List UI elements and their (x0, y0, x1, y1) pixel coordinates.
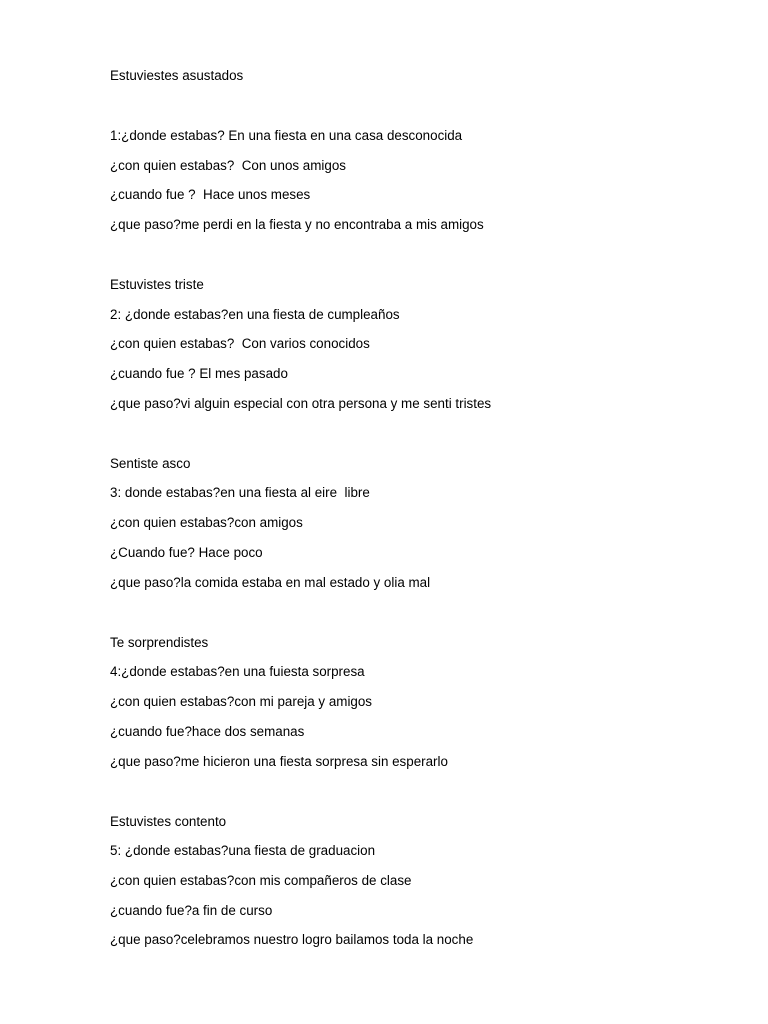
answer-line-2-when: ¿cuando fue ? El mes pasado (110, 366, 288, 381)
section-heading-5: Estuvistes contento (110, 814, 227, 829)
answer-line-2-where: 2: ¿donde estabas?en una fiesta de cumpleaños (110, 307, 400, 322)
answer-line-1-where: 1:¿donde estabas? En una fiesta en una casa desconocida (110, 128, 463, 143)
answer-line-3-what: ¿que paso?la comida estaba en mal estado y olia mal (110, 575, 431, 590)
answer-line-4-where: 4:¿donde estabas?en una fuiesta sorpresa (110, 664, 365, 679)
answer-line-1-who: ¿con quien estabas? Con unos amigos (110, 158, 346, 173)
answer-line-5-where: 5: ¿donde estabas?una fiesta de graduacion (110, 843, 376, 858)
answer-line-4-when: ¿cuando fue?hace dos semanas (110, 724, 305, 739)
answer-line-3-who: ¿con quien estabas?con amigos (110, 515, 303, 530)
answer-line-1-when: ¿cuando fue ? Hace unos meses (110, 187, 311, 202)
answer-line-4-what: ¿que paso?me hicieron una fiesta sorpresa sin esperarlo (110, 754, 448, 769)
answer-line-5-what: ¿que paso?celebramos nuestro logro bailamos toda la noche (110, 932, 474, 947)
section-heading-3: Sentiste asco (110, 456, 191, 471)
answer-line-4-who: ¿con quien estabas?con mi pareja y amigos (110, 694, 373, 709)
answer-line-5-when: ¿cuando fue?a fin de curso (110, 903, 273, 918)
answer-line-2-what: ¿que paso?vi alguin especial con otra persona y me senti tristes (110, 396, 492, 411)
section-heading-1: Estuviestes asustados (110, 68, 244, 83)
answer-line-2-who: ¿con quien estabas? Con varios conocidos (110, 336, 370, 351)
answer-line-3-when: ¿Cuando fue? Hace poco (110, 545, 263, 560)
answer-line-5-who: ¿con quien estabas?con mis compañeros de clase (110, 873, 412, 888)
section-heading-4: Te sorprendistes (110, 635, 209, 650)
answer-line-1-what: ¿que paso?me perdi en la fiesta y no encontraba a mis amigos (110, 217, 484, 232)
section-heading-2: Estuvistes triste (110, 277, 204, 292)
answer-line-3-where: 3: donde estabas?en una fiesta al eire libre (110, 485, 370, 500)
